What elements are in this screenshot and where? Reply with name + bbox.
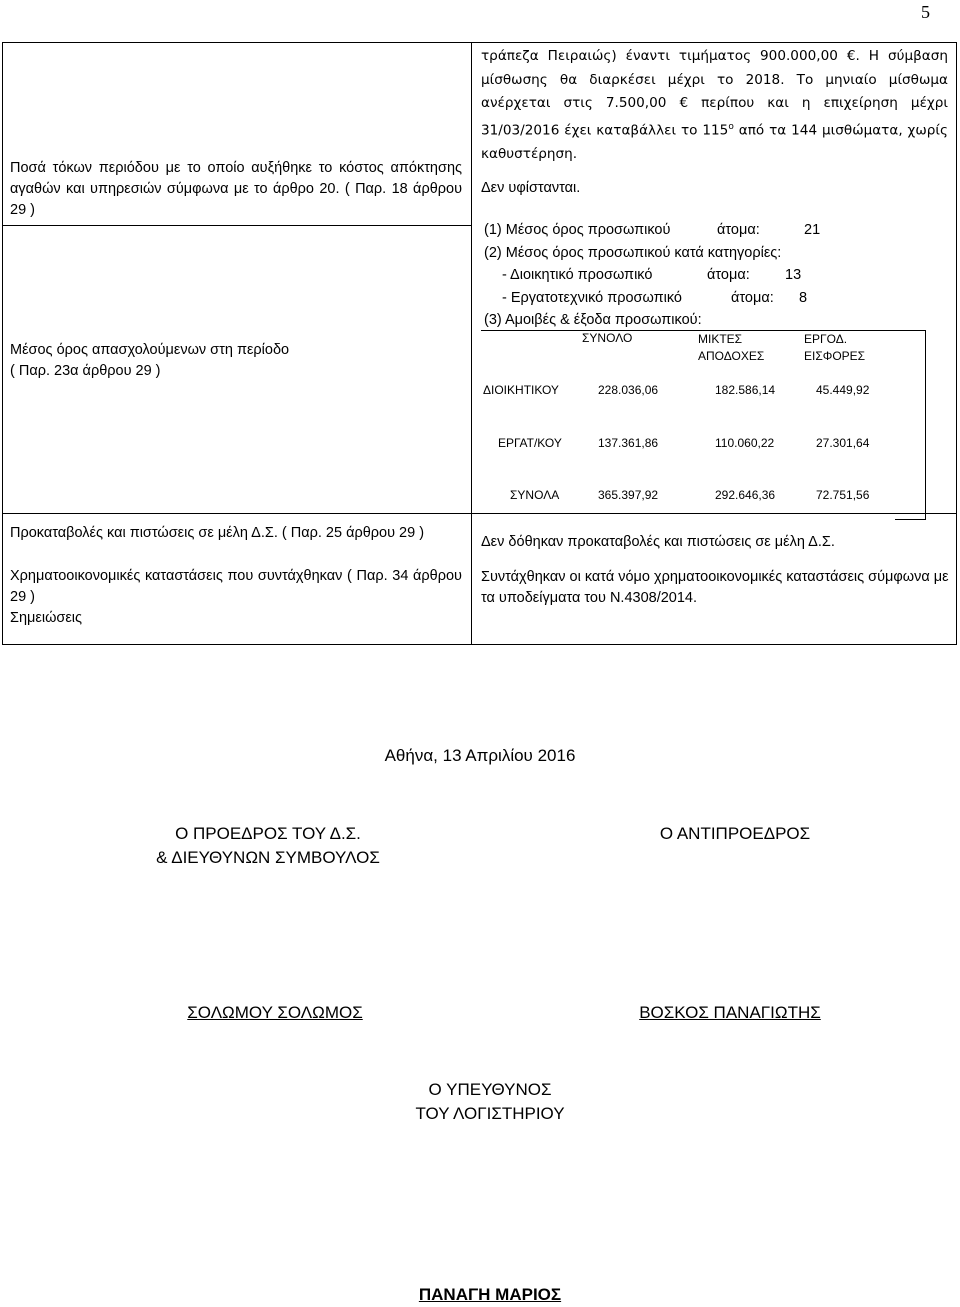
- staff-by-category-line: (2) Μέσος όρος προσωπικού κατά κατηγορίες:: [484, 245, 782, 261]
- table-bottom-border: [2, 644, 957, 645]
- place-date: Αθήνα, 13 Απριλίου 2016: [384, 746, 576, 765]
- table-column-divider: [471, 42, 472, 644]
- wages-col-contrib: ΕΡΓΟΔ. ΕΙΣΦΟΡΕΣ: [804, 332, 866, 363]
- vice-president-title: Ο ΑΝΤΙΠΡΟΕΔΡΟΣ: [659, 824, 811, 843]
- page-number: 5: [921, 2, 930, 22]
- admin-staff-line: - Διοικητικό προσωπικό άτομα: 13: [502, 267, 802, 283]
- none-exist-text: Δεν υφίστανται.: [481, 180, 581, 196]
- wages-row-admin: ΔΙΟΙΚΗΤΙΚΟΥ 228.036,06 182.586,14 45.449,92: [483, 383, 870, 397]
- notes-label: Σημειώσεις: [10, 610, 83, 626]
- wages-col-gross: ΜΙΚΤΕΣ ΑΠΟΔΟΧΕΣ: [698, 332, 765, 363]
- interest-label: Ποσά τόκων περιόδου με το οποίο αυξήθηκε το κόστος απόκτησης αγαθών και υπηρεσιών σύμφωνα με το άρθρο 20. ( Παρ. 18 άρθρου 29 ): [10, 160, 462, 218]
- table-left-border: [2, 42, 3, 644]
- wages-table-bottom: [895, 519, 926, 520]
- wages-col-total: ΣΥΝΟΛΟ: [582, 331, 633, 345]
- table-right-border: [956, 42, 957, 644]
- table-row-divider-2: [2, 513, 957, 514]
- accounting-head-title: Ο ΥΠΕΥΘΥΝΟΣ ΤΟΥ ΛΟΓΙΣΤΗΡΙΟΥ: [415, 1080, 565, 1123]
- vice-president-name: ΒΟΣΚΟΣ ΠΑΝΑΓΙΩΤΗΣ: [639, 1003, 821, 1022]
- statements-label: Χρηματοοικονομικές καταστάσεις που συντάχθηκαν ( Παρ. 34 άρθρου 29 ): [10, 568, 462, 605]
- advances-text: Δεν δόθηκαν προκαταβολές και πιστώσεις σε μέλη Δ.Σ.: [481, 534, 835, 550]
- accounting-head-name: ΠΑΝΑΓΗ ΜΑΡΙΟΣ: [418, 1285, 562, 1304]
- president-name: ΣΟΛΩΜΟΥ ΣΟΛΩΜΟΣ: [187, 1003, 363, 1022]
- avg-staff-label: Μέσος όρος απασχολούμενων στη περίοδο ( Παρ. 23α άρθρου 29 ): [10, 342, 290, 379]
- statements-text: Συντάχθηκαν οι κατά νόμο χρηματοοικονομικές καταστάσεις σύμφωνα με τα υποδείγματα του Ν.4308/2014.: [481, 569, 949, 606]
- wages-table-right: [925, 330, 926, 520]
- wages-row-workers: ΕΡΓΑΤ/ΚΟΥ 137.361,86 110.060,22 27.301,64: [498, 436, 870, 450]
- table-row-divider-1: [2, 225, 472, 226]
- table-top-border: [2, 42, 957, 43]
- avg-staff-line: (1) Μέσος όρος προσωπικού άτομα: 21: [484, 222, 821, 238]
- advances-label: Προκαταβολές και πιστώσεις σε μέλη Δ.Σ. ( Παρ. 25 άρθρου 29 ): [10, 525, 425, 541]
- worker-staff-line: - Εργατοτεχνικό προσωπικό άτομα: 8: [502, 290, 808, 306]
- president-title: Ο ΠΡΟΕΔΡΟΣ ΤΟΥ Δ.Σ. & ΔΙΕΥΘΥΝΩΝ ΣΥΜΒΟΥΛΟΣ: [156, 824, 380, 867]
- lease-paragraph: τράπεζα Πειραιώς) έναντι τιμήματος 900.000,00 €. Η σύμβαση μίσθωσης θα διαρκέσει μέχρι το 2018. Το μηνιαίο μίσθωμα ανέρχεται στις 7.500,00 € περίπου και η επιχείρηση μέχρι 31/03/2016 έχει καταβάλλει το $115^o$ από τα 144 μισθώματα, χωρίς καθυστέρηση.: [481, 48, 948, 162]
- wages-label-line: (3) Αμοιβές & έξοδα προσωπικού:: [484, 312, 702, 328]
- wages-row-totals: ΣΥΝΟΛΑ 365.397,92 292.646,36 72.751,56: [510, 488, 870, 502]
